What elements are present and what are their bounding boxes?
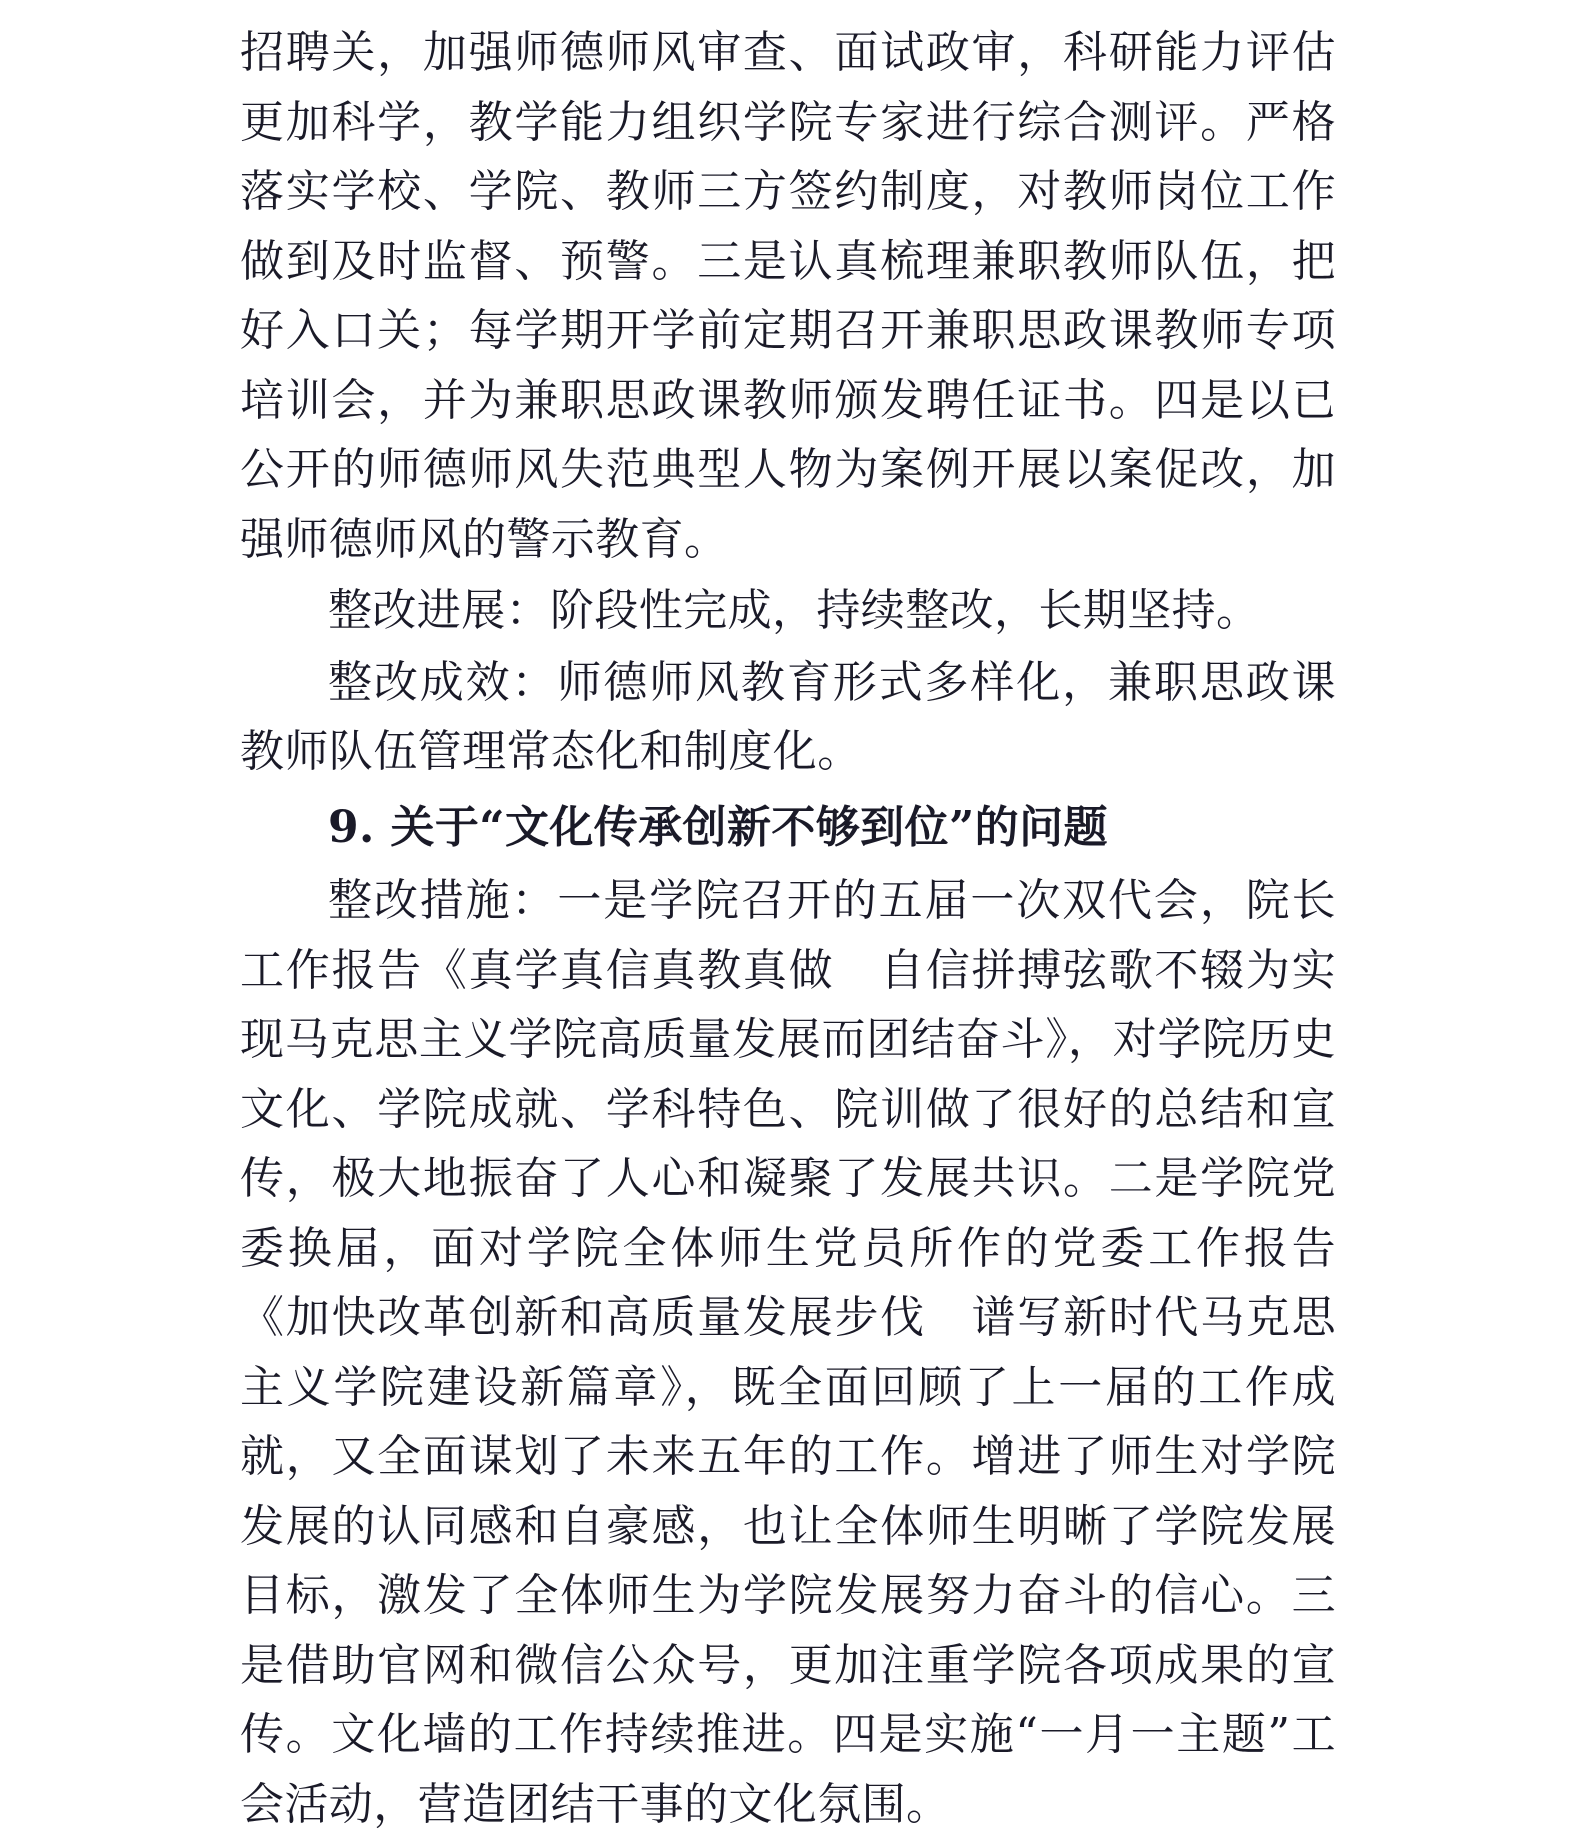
paragraph-rectification-effect: 整改成效：师德师风教育形式多样化，兼职思政课教师队伍管理常态化和制度化。 [240, 656, 1336, 778]
paragraph-rectification-measures-9: 整改措施：一是学院召开的五届一次双代会，院长工作报告《真学真信真教真做 自信拼搏弦歌不辍为实现马克思主义学院高质量发展而团结奋斗》，对学院历史文化、学院成就、学科特色、院训做了很好的总结和宣传，极大地振奋了人心和凝聚了发展共识。二是学院党委换届，面对学院全体师生党员所作的党委工作报告《加快改革创新和高质量发展步伐 谱写新时代马克思主义学院建设新篇章》，既全面回顾了上一届的工作成就，又全面谋划了未来五年的工作。增进了师生对学院发展的认同感和自豪感，也让全体师生明晰了学院发展目标，激发了全体师生为学院发展努力奋斗的信心。三是借助官网和微信公众号，更加注重学院各项成果的宣传。文化墙的工作持续推进。四是实施“一月一主题”工会活动，营造团结干事的文化氛围。 [240, 875, 1336, 1830]
section-heading-9: 9. 关于“文化传承创新不够到位”的问题 [328, 801, 1108, 853]
paragraph-continued-measures: 招聘关，加强师德师风审查、面试政审，科研能力评估更加科学，教学能力组织学院专家进行综合测评。严格落实学校、学院、教师三方签约制度，对教师岗位工作做到及时监督、预警。三是认真梳理兼职教师队伍，把好入口关；每学期开学前定期召开兼职思政课教师专项培训会，并为兼职思政课教师颁发聘任证书。四是以已公开的师德师风失范典型人物为案例开展以案促改，加强师德师风的警示教育。 [240, 27, 1336, 565]
document-body [240, 18, 1336, 1839]
paragraph-rectification-progress: 整改进展：阶段性完成，持续整改，长期坚持。 [328, 585, 1261, 637]
